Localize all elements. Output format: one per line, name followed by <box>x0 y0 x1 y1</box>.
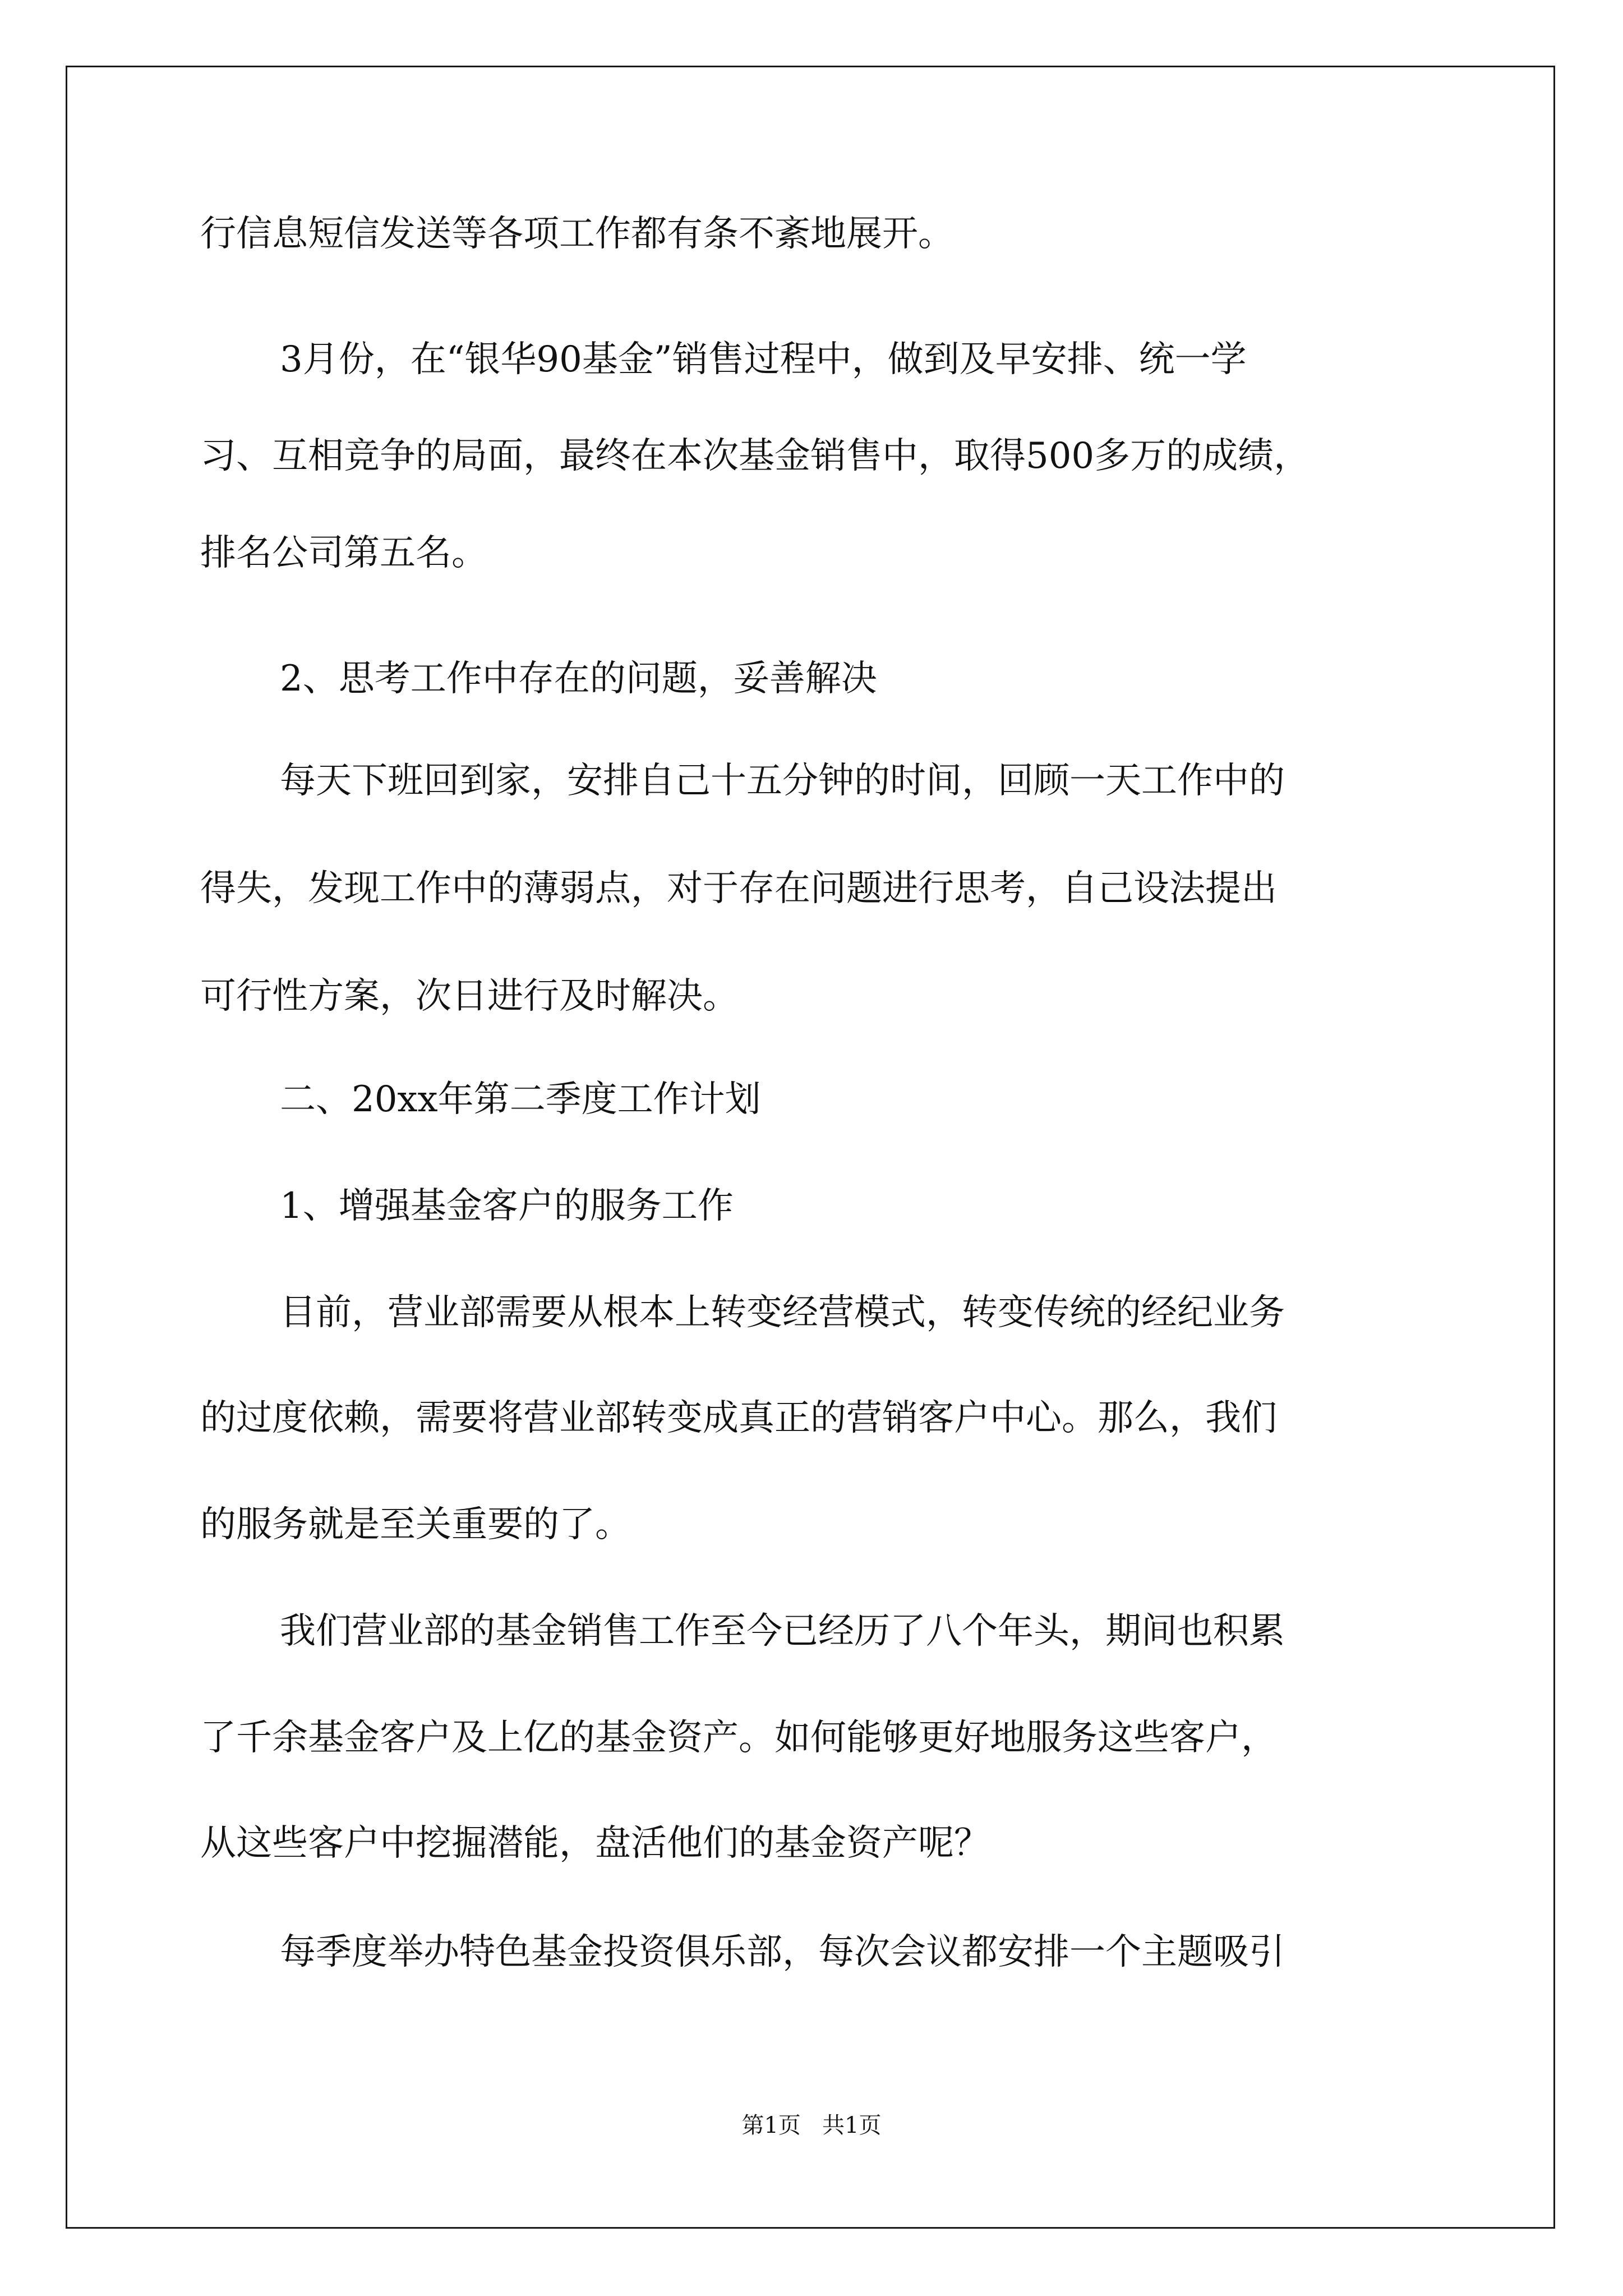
text-line-15: 了千余基金客户及上亿的基金资产。如何能够更好地服务这些客户， <box>200 1717 1277 1759</box>
text-line-9: 二、20xx年第二季度工作计划 <box>280 1079 761 1120</box>
text-line-17: 每季度举办特色基金投资俱乐部，每次会议都安排一个主题吸引 <box>280 1931 1285 1973</box>
text-line-8: 可行性方案，次日进行及时解决。 <box>200 976 739 1017</box>
page-number-footer: 第1页 共1页 <box>741 2113 882 2138</box>
text-line-7: 得失，发现工作中的薄弱点，对于存在问题进行思考，自己设法提出 <box>200 868 1277 909</box>
page-border <box>66 66 1555 2229</box>
text-line-2: 3月份，在“银华90基金”销售过程中，做到及早安排、统一学 <box>280 339 1247 380</box>
text-line-6: 每天下班回到家，安排自己十五分钟的时间，回顾一天工作中的 <box>280 760 1285 802</box>
text-line-3: 习、互相竞争的局面，最终在本次基金销售中，取得500多万的成绩， <box>200 435 1310 477</box>
text-line-16: 从这些客户中挖掘潜能，盘活他们的基金资产呢？ <box>200 1823 990 1864</box>
text-line-4: 排名公司第五名。 <box>200 532 487 574</box>
text-line-10: 1、增强基金客户的服务工作 <box>280 1185 734 1227</box>
text-line-14: 我们营业部的基金销售工作至今已经历了八个年头，期间也积累 <box>280 1611 1285 1652</box>
text-line-5: 2、思考工作中存在的问题，妥善解决 <box>280 658 877 700</box>
text-line-1: 行信息短信发送等各项工作都有条不紊地展开。 <box>200 213 954 255</box>
text-line-11: 目前，营业部需要从根本上转变经营模式，转变传统的经纪业务 <box>280 1292 1285 1333</box>
text-line-13: 的服务就是至关重要的了。 <box>200 1504 631 1545</box>
text-line-12: 的过度依赖，需要将营业部转变成真正的营销客户中心。那么，我们 <box>200 1397 1277 1439</box>
